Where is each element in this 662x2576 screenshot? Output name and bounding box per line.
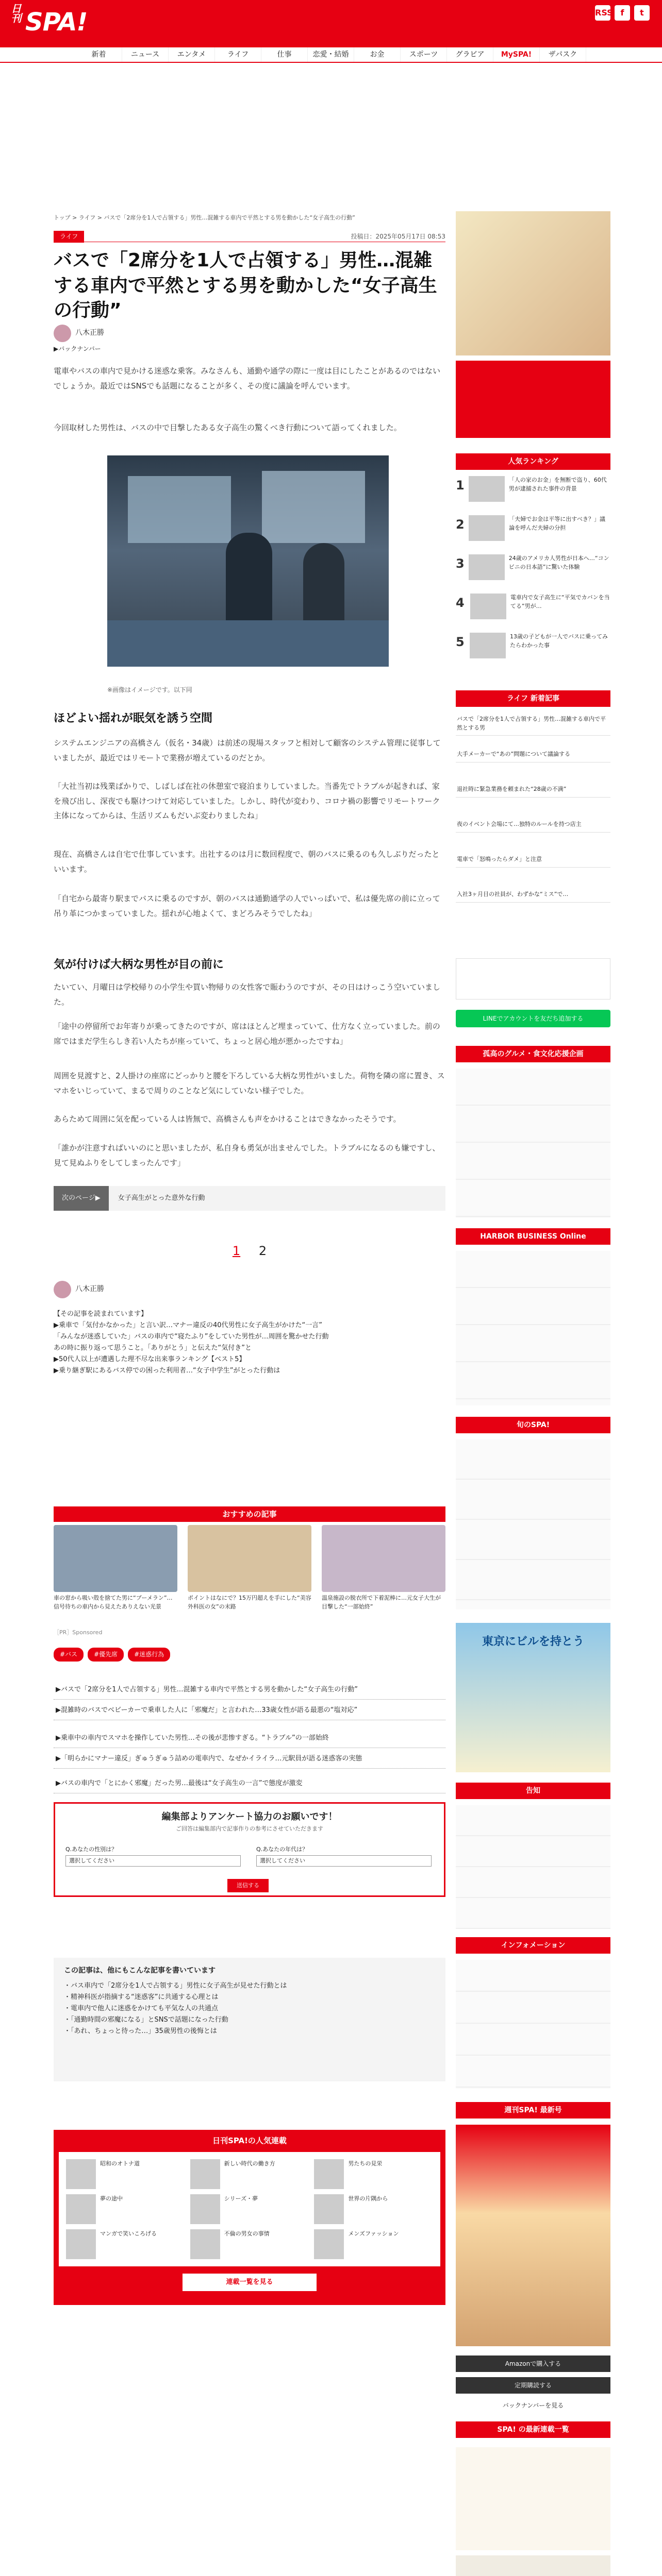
author-avatar [54, 325, 71, 342]
nav-new[interactable]: 新着 [76, 47, 122, 62]
intro-paragraph: 電車やバスの車内で見かける迷惑な乗客。みなさんも、通勤や通学の際に一度は目にしたことがあるのではないでしょうか。最近ではSNSでも話題になることが多く、その度に議論を呼んでいます。 [54, 366, 441, 391]
author-block-bottom[interactable] [54, 1278, 104, 1301]
survey-sub: ご回答は編集部内で記事作りの参考にさせていただきます [176, 1825, 323, 1832]
body-paragraph: 「誰かが注意すればいいのにと思いましたが、私自身も勇気が出ませんでした。トラブルになるのも嫌ですし、見て見ぬふりをしてしまったんです」 [54, 1143, 440, 1167]
new-series-header: SPA! の最新連載一覧 [456, 2421, 610, 2438]
body-paragraph: 周囲を見渡すと、2人掛けの座席にどっかりと腰を下ろしている大柄な男性がいました。荷物を隣の席に置き、スマホをいじっていて、まるで周りのことなど気にしていない様子でした。 [54, 1071, 445, 1095]
section-heading-2: 気が付けば大柄な男性が目の前に [54, 958, 224, 971]
recommend-title: 温泉施設の脱衣所で下着泥棒に…元女子大生が目撃した“一部始終” [322, 1595, 441, 1610]
gender-select[interactable]: 選択してください [65, 1855, 241, 1867]
nav-news[interactable]: ニュース [122, 47, 169, 62]
recommend-title: 車の窓から吸い殻を捨てた男に“ブーメラン”…信号待ちの車内から見えたありえない光景 [54, 1595, 173, 1610]
popular-series [54, 2130, 445, 2305]
nav-life[interactable]: ライフ [215, 47, 261, 62]
recommend-title: ポイントはなにで？15万円超えを手にした“美容外科医の女”の末路 [188, 1595, 311, 1610]
bio-line: 【その記事を読まれています】 [54, 1310, 148, 1318]
related-link[interactable]: ▶混雑時のバスでベビーカーで乗車した人に「邪魔だ」と言われた…33歳女性が語る最悪の“塩対応” [54, 1701, 445, 1720]
next-page-title: 女子高生がとった意外な行動 [118, 1194, 205, 1202]
facebook-icon[interactable]: f [615, 5, 630, 21]
latest-item[interactable]: 夜のイベント会場にて…独特のルールを持つ店主 [456, 817, 610, 833]
next-page-box[interactable] [54, 1186, 445, 1211]
age-select[interactable]: 選択してください [256, 1855, 432, 1867]
nav-zapask[interactable]: ザパスク [540, 47, 586, 62]
ranking-item[interactable]: 2 「夫婦でお金は平等に出すべき？」議論を呼んだ夫婦の分担 [456, 515, 610, 541]
series-item[interactable]: 昭和のオトナ道 [66, 2159, 185, 2189]
weekly-header: 週刊SPA! 最新号 [456, 2102, 610, 2119]
bio-line[interactable]: ▶乗り継ぎ駅にあるバス停での困った利用者…“女子中学生”がとった行動は [54, 1367, 280, 1375]
nav-gravure[interactable]: グラビア [447, 47, 493, 62]
tag-list [54, 1648, 170, 1662]
series-item[interactable]: 夢の途中 [66, 2194, 185, 2224]
page-2[interactable]: 2 [258, 1244, 267, 1258]
subscribe-button[interactable]: 定期購読する [456, 2377, 610, 2394]
latest-item[interactable]: 入社3ヶ月目の社員が、わずかな“ミス”で… [456, 887, 610, 903]
intro-paragraph-2: 今回取材した男性は、バスの中で目撃したある女子高生の驚くべき行動について語ってくれました。 [54, 423, 402, 432]
other-article[interactable]: ・「あれ、ちょっと待った…」35歳男性の後悔とは [64, 2027, 217, 2036]
author-bio [54, 1309, 445, 1377]
other-article[interactable]: ・電車内で他人に迷惑をかけても平気な人の共通点 [64, 2004, 219, 2012]
series-item[interactable]: 不倫の男女の事情 [190, 2229, 309, 2259]
latest-item[interactable]: バスで「2席分を1人で占領する」男性…混雑する車内で平然とする男 [456, 712, 610, 736]
page-1[interactable]: 1 [232, 1244, 241, 1258]
series-item[interactable]: メンズファッション [314, 2229, 433, 2259]
latest-item[interactable]: 退社時に緊急業務を頼まれた“28歳の不満” [456, 782, 610, 798]
site-logo[interactable]: 日刊 SPA! [9, 3, 88, 37]
recommend-card[interactable] [188, 1525, 311, 1623]
harbor-list[interactable] [456, 1251, 610, 1405]
recommend-card[interactable] [54, 1525, 177, 1623]
related-link[interactable]: ▶乗車中の車内でスマホを操作していた男性…その後が悲惨すぎる。“トラブル”の一部始終 [54, 1729, 445, 1748]
ranking-item[interactable]: 5 13歳の子どもが一人でバスに乗ってみたらわかった事 [456, 633, 610, 658]
recommend-card[interactable] [322, 1525, 445, 1623]
author-block[interactable] [54, 321, 104, 345]
series-item[interactable]: 世界の片隅から [314, 2194, 433, 2224]
series-more-button[interactable]: 連載一覧を見る [183, 2274, 317, 2291]
series-item[interactable]: 新しい時代の働き方 [190, 2159, 309, 2189]
latest-header: ライフ 新着記事 [456, 690, 610, 707]
article-title: バスで「2席分を1人で占領する」男性…混雑する車内で平然とする男を動かした“女子高生の行動” [54, 250, 437, 321]
breadcrumb[interactable]: トップ > ライフ > バスで「2席分を1人で占領する」男性…混雑する車内で平然とする男を動かした“女子高生の行動” [54, 214, 355, 221]
pagination [54, 1242, 445, 1261]
article-photo [107, 455, 389, 667]
category-badge[interactable]: ライフ [54, 231, 84, 243]
nav-money[interactable]: お金 [354, 47, 401, 62]
ranking-item[interactable]: 1 「人の家のお金」を無断で盗り、60代男が逮捕された事件の背景 [456, 476, 610, 502]
spa-header: 旬のSPA! [456, 1417, 610, 1433]
gourmet-header: 孤高のグルメ・食文化応援企画 [456, 1046, 610, 1062]
global-nav [0, 47, 662, 63]
survey-submit-button[interactable]: 送信する [227, 1879, 269, 1892]
related-link[interactable]: ▶「明らかにマナー違反」ぎゅうぎゅう詰めの電車内で、なぜかイライラ…元駅員が語る迷惑客の実態 [54, 1750, 445, 1769]
related-link[interactable]: ▶バスの車内で「とにかく邪魔」だった男…最後は“女子高生の一言”で態度が激変 [54, 1774, 445, 1793]
nav-sports[interactable]: スポーツ [401, 47, 447, 62]
nav-love[interactable]: 恋愛・結婚 [308, 47, 354, 62]
recommend-thumb [188, 1525, 311, 1592]
survey-q2: Q.あなたの年代は？ [256, 1846, 308, 1853]
bio-line[interactable]: あの時に振り返って思うこと。「ありがとう」と伝えた“気付き”と [54, 1344, 252, 1352]
latest-item[interactable]: 電車で「怒鳴ったらダメ」と注意 [456, 852, 610, 868]
tag-bus[interactable]: #バス [54, 1648, 84, 1662]
announce-list[interactable] [456, 1805, 610, 1929]
tag-nuisance[interactable]: #迷惑行為 [128, 1648, 170, 1662]
ranking-item[interactable]: 4 電車内で女子高生に“平気でカバンを当てる”男が… [456, 594, 610, 619]
publish-date: 投稿日：2025年05月17日 08:53 [351, 233, 445, 240]
photo-caption: ※画像はイメージです。以下同 [107, 686, 192, 693]
new-series-ad-2[interactable] [456, 2555, 610, 2576]
survey-box [54, 1802, 445, 1897]
other-article[interactable]: ・バス車内で「2席分を1人で占領する」男性に女子高生が見せた行動とは [64, 1981, 287, 1990]
backnumber-link[interactable]: バックナンバーを見る [502, 2402, 564, 2409]
buy-amazon-button[interactable]: Amazonで購入する [456, 2355, 610, 2372]
section-heading: ほどよい揺れが眠気を誘う空間 [54, 712, 213, 725]
series-item[interactable]: 男たちの見栄 [314, 2159, 433, 2189]
gourmet-list[interactable] [456, 1069, 610, 1218]
sidebar-ad-serial[interactable] [456, 361, 610, 438]
bio-line[interactable]: ▶50代人以上が遭遇した理不尽な出来事ランキング【ベスト5】 [54, 1355, 246, 1364]
twitter-icon[interactable]: t [634, 5, 650, 21]
author-name[interactable]: 八木正勝 [75, 1285, 104, 1294]
body-paragraph: 現在、高橋さんは自宅で仕事しています。出社するのは月に数回程度で、朝のバスに乗るのも久しぶりだったといいます。 [54, 850, 440, 874]
tag-priority-seat[interactable]: #優先席 [88, 1648, 124, 1662]
body-paragraph: 「途中の停留所でお年寄りが乗ってきたのですが、席はほとんど埋まっていて、仕方なく立っていました。前の席ではまだ学生らしき若い人たちが座っていて、ちょっと居心地が悪かったですね」 [54, 1022, 440, 1046]
backnumber-link[interactable]: ▶バックナンバー [54, 345, 101, 352]
info-header: インフォメーション [456, 1937, 610, 1954]
announce-header: 告知 [456, 1783, 610, 1799]
line-add-button[interactable]: LINEでアカウントを友だち追加する [456, 1010, 610, 1027]
popular-series-heading: 日刊SPA!の人気連載 [212, 2136, 287, 2145]
latest-item[interactable]: 大手メーカーで“あの”問題について議論する [456, 747, 610, 762]
other-articles-heading: この記事は、他にもこんな記事を書いています [64, 1967, 216, 1975]
nav-work[interactable]: 仕事 [261, 47, 308, 62]
bio-line[interactable]: ▶乗車で「気付かなかった」と言い訳…マナー違反の40代男性に女子高生がかけた“一言” [54, 1321, 323, 1330]
sidebar-ad-gourmet[interactable] [456, 211, 610, 355]
body-paragraph: 「自宅から最寄り駅までバスに乗るのですが、朝のバスは通勤通学の人でいっぱいで、私は優先席の前に立って吊り革につかまっていました。揺れが心地よくて、まどろみそうでしたね」 [54, 894, 440, 918]
survey-heading: 編集部よりアンケート協力のお願いです！ [161, 1811, 338, 1822]
ranking-item[interactable]: 3 24歳のアメリカ人男性が日本へ…“コンビニの日本語”に驚いた体験 [456, 554, 610, 580]
series-item[interactable]: マンガで笑いころげる [66, 2229, 185, 2259]
other-article[interactable]: ・精神科医が指摘する“迷惑客”に共通する心理とは [64, 1993, 219, 2001]
rss-icon[interactable]: RSS [595, 5, 610, 21]
series-item[interactable]: シリーズ・夢 [190, 2194, 309, 2224]
new-series-ad-1[interactable] [456, 2447, 610, 2550]
survey-q1: Q.あなたの性別は？ [65, 1846, 118, 1853]
next-page-label: 次のページ▶ [54, 1186, 109, 1211]
line-promo [456, 958, 610, 999]
tokyo-building-ad[interactable]: 東京にビルを持とう [456, 1623, 610, 1772]
body-paragraph: 「大社当初は残業ばかりで、しばしば在社の休憩室で寝泊まりしていました。当番先でトラブルが起きれば、家を飛び出し、深夜でも駆けつけて対応していました。しかし、時代が変わり、コロナ禍の影響でリモートワーク主体になってからは、生活リズムもだいぶ変わりましたね」 [54, 782, 440, 820]
body-paragraph: システムエンジニアの高橋さん（仮名・34歳）は前述の現場スタッフと相対して顧客のシステム管理に従事していましたが、最近ではリモートで業務が増えているのだとか。 [54, 738, 441, 762]
related-link[interactable]: ▶バスで「2席分を1人で占領する」男性…混雑する車内で平然とする男を動かした“女子高生の行動” [54, 1681, 445, 1700]
weekly-cover[interactable] [456, 2125, 610, 2346]
body-paragraph: あらためて周囲に気を配っている人は皆無で、高橋さんも声をかけることはできなかったそうです。 [54, 1114, 401, 1124]
nav-entame[interactable]: エンタメ [169, 47, 215, 62]
body-paragraph: たいてい、月曜日は学校帰りの小学生や買い物帰りの女性客で賑わうのですが、その日はけっこう空いていました。 [54, 982, 441, 1007]
nav-myspa[interactable]: MySPA! [493, 47, 540, 62]
info-list[interactable] [456, 1960, 610, 2089]
harbor-header: HARBOR BUSINESS Online [456, 1228, 610, 1245]
other-article[interactable]: ・「通勤時間の邪魔になる」とSNSで話題になった行動 [64, 2016, 228, 2024]
ranking-header: 人気ランキング [456, 453, 610, 470]
pr-note: ［PR］Sponsored [54, 1629, 103, 1636]
bio-line[interactable]: 「みんなが迷惑していた」バスの車内で“寝たふり”をしていた男性が…周囲を驚かせた行動 [54, 1333, 329, 1341]
recommend-header: おすすめの記事 [54, 1506, 445, 1522]
recommend-thumb [322, 1525, 445, 1592]
author-other-articles [54, 1958, 445, 2081]
article-meta [54, 231, 445, 242]
author-avatar [54, 1281, 71, 1298]
recommend-thumb [54, 1525, 177, 1592]
author-name[interactable]: 八木正勝 [75, 329, 104, 337]
spa-list[interactable] [456, 1439, 610, 1609]
